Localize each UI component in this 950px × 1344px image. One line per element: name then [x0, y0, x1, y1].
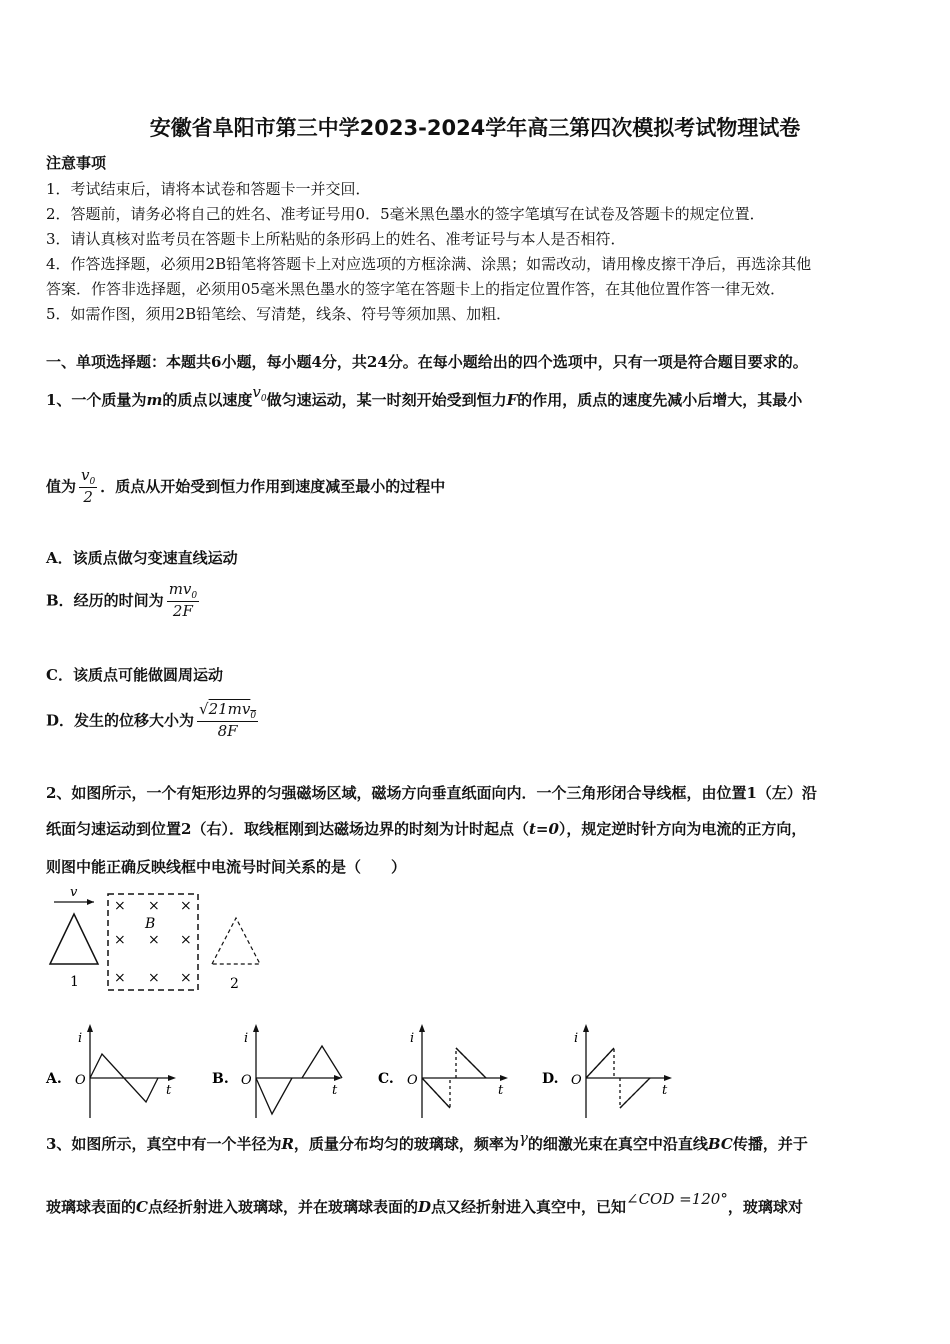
current-graph-option-d[interactable] [540, 1020, 690, 1120]
field-cross: × [148, 970, 160, 986]
time-axis-arrowhead [500, 1075, 508, 1081]
magnetic-field-figure [40, 882, 280, 997]
current-graph-option-a[interactable] [44, 1020, 194, 1120]
field-cross: × [114, 898, 126, 914]
question-1-option-b[interactable]: B．经历的时间为 $\frac{mv_0}{2F}$ [46, 580, 198, 620]
velocity-label: v [70, 885, 78, 900]
question-1-option-a[interactable]: A．该质点做匀变速直线运动 [46, 549, 238, 567]
time-axis-arrowhead [664, 1075, 672, 1081]
current-curve [302, 1046, 342, 1078]
origin-label: O [571, 1073, 582, 1088]
displacement-fraction: $\frac{√21mv_0}{8F}$ [199, 700, 257, 740]
current-graph-option-c[interactable] [376, 1020, 526, 1120]
current-curve [422, 1078, 450, 1108]
current-axis-arrowhead [583, 1024, 589, 1032]
origin-label: O [241, 1073, 252, 1088]
triangle-frame-position-1 [50, 914, 98, 964]
position-2-label: 2 [230, 976, 239, 992]
field-cross: × [148, 932, 160, 948]
current-curve [256, 1078, 292, 1114]
page-title: 安徽省阜阳市第三中学2023-2024学年高三第四次模拟考试物理试卷 [149, 116, 801, 140]
triangle-frame-position-2 [212, 918, 260, 964]
field-cross: × [180, 970, 192, 986]
current-axis-arrowhead [87, 1024, 93, 1032]
field-crosses [114, 898, 192, 986]
origin-label: O [407, 1073, 418, 1088]
time-axis-arrowhead [168, 1075, 176, 1081]
option-label: D. [542, 1071, 559, 1087]
velocity-arrowhead [87, 899, 94, 905]
question-3-line-2: 玻璃球表面的C点经折射进入玻璃球，并在玻璃球表面的D点又经折射进入真空中，已知∠COD =120°，玻璃球对 [46, 1190, 803, 1216]
time-fraction: $\frac{mv_0}{2F}$ [168, 580, 198, 620]
question-2-line-2: 纸面匀速运动到位置2（右）．取线框刚到达磁场边界的时刻为计时起点（t=0），规定逆时针方向为电流的正方向， [46, 820, 807, 838]
field-cross: × [180, 898, 192, 914]
position-1-label: 1 [70, 974, 79, 990]
question-3-line-1: 3、如图所示，真空中有一个半径为R，质量分布均匀的玻璃球，频率为γ的细激光束在真空中沿直线BC传播，并于 [46, 1129, 808, 1153]
time-axis-label: t [332, 1083, 338, 1098]
current-graph-option-b[interactable] [210, 1020, 360, 1120]
field-cross: × [114, 970, 126, 986]
time-axis-label: t [662, 1083, 668, 1098]
notice-item: 5．如需作图，须用2B铅笔绘、写清楚，线条、符号等须加黑、加粗． [46, 305, 512, 323]
current-axis-arrowhead [419, 1024, 425, 1032]
current-axis-label: i [78, 1031, 83, 1046]
current-axis-label: i [244, 1031, 249, 1046]
question-2-line-3: 则图中能正确反映线框中电流号时间关系的是（ ） [46, 858, 407, 876]
field-label: B [145, 916, 156, 932]
question-1-line-2: 值为 $\frac{v_0}{2}$ ．质点从开始受到恒力作用到速度减至最小的过程中 [46, 466, 446, 506]
question-2-line-1: 2、如图所示，一个有矩形边界的匀强磁场区域，磁场方向垂直纸面向内．一个三角形闭合导线框，由位置1（左）沿 [46, 784, 817, 802]
current-axis-label: i [574, 1031, 579, 1046]
option-label: C. [378, 1071, 394, 1087]
notice-item: 2．答题前，请务必将自己的姓名、准考证号用0．5毫米黑色墨水的签字笔填写在试卷及答题卡的规定位置． [46, 205, 765, 223]
notice-item: 3．请认真核对监考员在答题卡上所粘贴的条形码上的姓名、准考证号与本人是否相符． [46, 230, 626, 248]
option-label: A. [46, 1071, 62, 1087]
question-1-line-1: 1、一个质量为m的质点以速度$v_0$做匀速运动，某一时刻开始受到恒力F的作用，质点的速度先减小后增大，其最小 [46, 383, 803, 409]
question-1-option-d[interactable]: D．发生的位移大小为 $\frac{√21mv_0}{8F}$ [46, 700, 257, 740]
field-cross: × [148, 898, 160, 914]
field-cross: × [114, 932, 126, 948]
time-axis-label: t [498, 1083, 504, 1098]
notice-heading: 注意事项 [46, 154, 107, 172]
question-1-option-c[interactable]: C．该质点可能做圆周运动 [46, 666, 223, 684]
min-speed-fraction: $\frac{v_0}{2}$ [81, 466, 96, 506]
current-curve [620, 1078, 650, 1108]
time-axis-label: t [166, 1083, 172, 1098]
notice-item: 答案．作答非选择题，必须用05毫米黑色墨水的签字笔在答题卡上的指定位置作答，在其他位置作答一律无效． [46, 280, 786, 298]
current-axis-label: i [410, 1031, 415, 1046]
current-curve [456, 1048, 486, 1078]
notice-item: 1．考试结束后，请将本试卷和答题卡一并交回． [46, 180, 371, 198]
current-axis-arrowhead [253, 1024, 259, 1032]
notice-item: 4．作答选择题，必须用2B铅笔将答题卡上对应选项的方框涂满、涂黑；如需改动，请用橡皮擦干净后，再选涂其他 [46, 255, 812, 273]
current-curve [586, 1048, 614, 1078]
field-cross: × [180, 932, 192, 948]
origin-label: O [75, 1073, 86, 1088]
section-heading: 一、单项选择题：本题共6小题，每小题4分，共24分。在每小题给出的四个选项中，只有一项是符合题目要求的。 [46, 353, 808, 371]
option-label: B. [212, 1071, 229, 1087]
